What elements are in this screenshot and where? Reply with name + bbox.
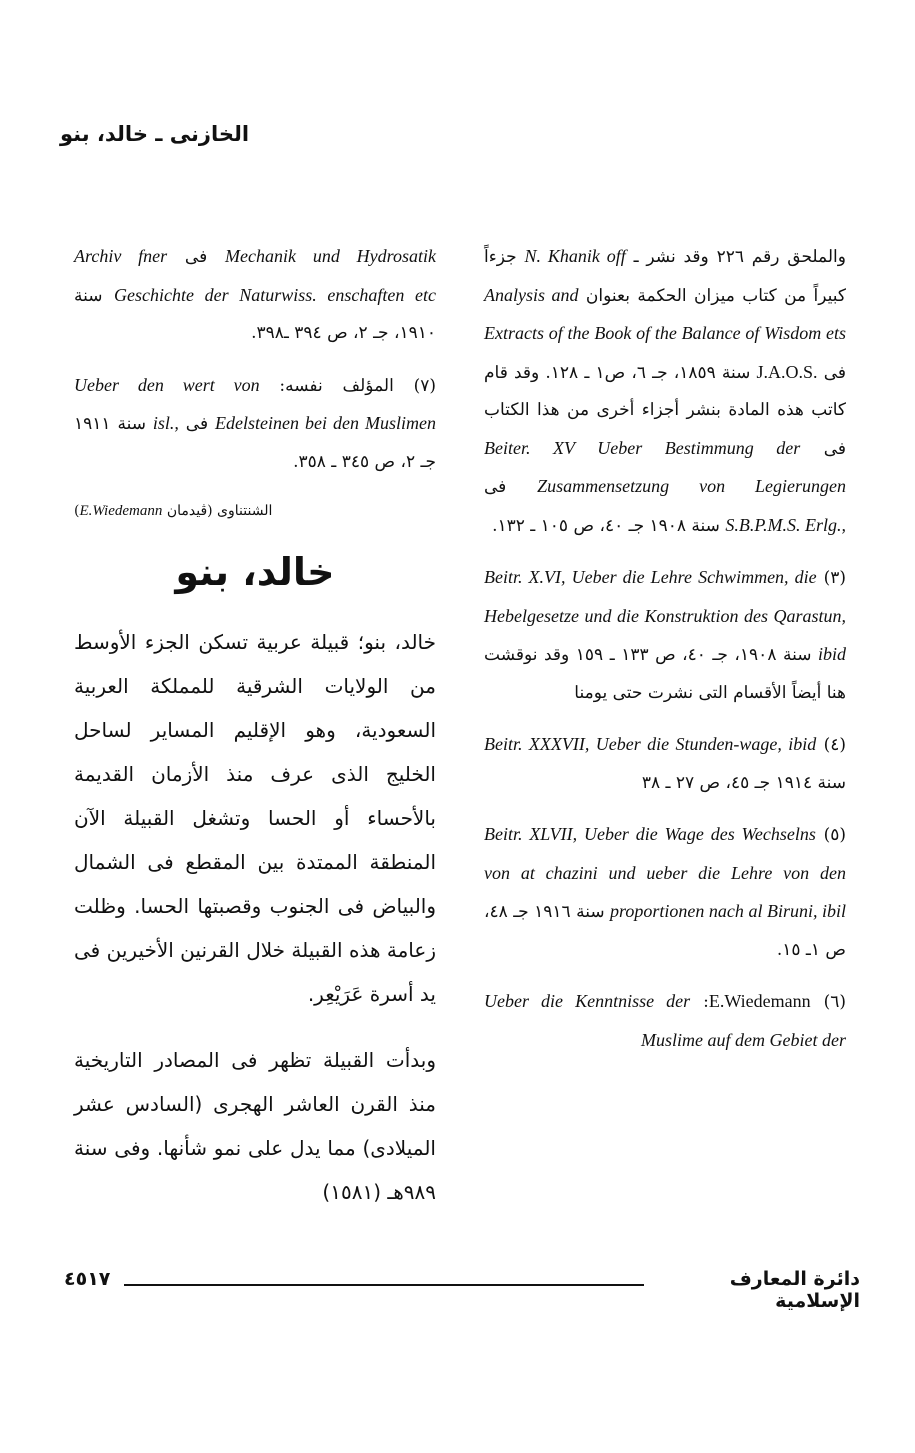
- latin-citation-text: Mechanik und Hydrosatik: [225, 246, 436, 266]
- article-title: خالد، بنو: [175, 550, 335, 594]
- arabic-text: فى: [178, 414, 216, 434]
- right-column-reference: [484, 983, 846, 1060]
- latin-citation-text: Ueber die Kenntnisse der Muslime auf dem Gebiet der: [484, 991, 846, 1050]
- arabic-text: (٤): [816, 735, 846, 755]
- left-column: [74, 238, 436, 1236]
- arabic-text: سنة ١٩١٦ جـ ٤٨، ص ١ـ ١٥.: [484, 902, 846, 960]
- latin-citation-text: Ueber den wert von Edelsteinen bei den Muslimen: [74, 374, 436, 433]
- latin-citation-text: E.Wiedemann: [708, 991, 811, 1011]
- arabic-text: فى: [484, 477, 538, 497]
- arabic-text: سنة ١٩١٠، جـ ٢، ص ٣٩٤ ـ٣٩٨.: [74, 285, 436, 343]
- arabic-text: (٥): [815, 825, 846, 845]
- left-column-reference: [74, 367, 436, 482]
- latin-citation-text: isl.,: [152, 413, 179, 433]
- arabic-text: سنة ١٨٥٩، جـ ٦، ص١ ـ ١٢٨. وقد قام كاتب هذه المادة بنشر أجزاء أخرى من هذا الكتاب فى: [484, 362, 846, 459]
- right-column: [484, 238, 846, 1074]
- author-note: [74, 503, 436, 520]
- latin-citation-text: Beiter. XV Ueber Bestimmung der Zusammensetzung von Legierungen: [484, 437, 846, 496]
- left-references: [74, 238, 436, 481]
- arabic-text: والملحق رقم ٢٢٦ وقد نشر ـ: [625, 247, 846, 267]
- right-column-reference: [484, 726, 846, 802]
- latin-citation-text: Archiv fner Geschichte der Naturwiss. enschaften etc: [74, 246, 436, 305]
- arabic-text: سنة ١٩٠٨ جـ ٤٠، ص ١٠٥ ـ ١٣٢.: [492, 515, 726, 536]
- arabic-text: فى: [167, 247, 225, 267]
- right-column-reference: [484, 238, 846, 545]
- arabic-text: (٦): [810, 992, 846, 1012]
- footer-rule: [124, 1284, 644, 1286]
- latin-citation-text: J.A.O.S.: [756, 361, 818, 382]
- arabic-text: فى: [817, 362, 846, 383]
- arabic-text: (٧) المؤلف نفسه:: [259, 375, 436, 396]
- latin-citation-text: Analysis and Extracts of the Book of the Balance of Wisdom ets: [484, 284, 846, 343]
- arabic-text: جزءاً كبيراً من كتاب ميزان الحكمة بعنوان: [484, 247, 846, 306]
- right-column-reference: [484, 816, 846, 969]
- latin-citation-text: Beitr. XXXVII, Ueber die Stunden-wage, ibid: [484, 734, 817, 754]
- latin-citation-text: S.B.P.M.S. Erlg.,: [725, 514, 846, 535]
- body-paragraph-2: وبدأت القبيلة تظهر فى المصادر التاريخية منذ القرن العاشر الهجرى (السادس عشر الميلادى) مما يدل على نمو شأنها. وفى سنة ٩٨٩هـ (١٥٨١): [74, 1048, 436, 1204]
- latin-citation-text: N. Khanik off: [524, 246, 626, 266]
- body-paragraph-1: خالد، بنو؛ قبيلة عربية تسكن الجزء الأوسط من الولايات الشرقية للمملكة العربية السعودية، وهو الإقليم المساير لساحل الخليج الذى عرف منذ الأزمان القديمة بالأحساء أو الحسا وتشغل القبيلة الآن المنطقة الممتدة بين المقطع فى الشمال والبياض فى الجنوب وقصبتها الحسا. وظلت زعامة هذه القبيلة خلال القرنين الأخيرين فى يد أسرة عَرَيْعِر.: [74, 630, 436, 1006]
- right-column-reference: [484, 559, 846, 712]
- arabic-text: سنة ١٩٠٨، جـ ٤٠، ص ١٣٣ ـ ١٥٩ وقد نوقشت هنا أيضاً الأقسام التى نشرت حتى يومنا: [484, 645, 846, 703]
- footer-publication: دائرة المعارف الإسلامية: [729, 1268, 860, 1312]
- author-note-close: ): [74, 503, 80, 519]
- page-number: ٤٥١٧: [64, 1268, 111, 1290]
- arabic-text: :: [690, 992, 709, 1012]
- latin-citation-text: Beitr. XLVII, Ueber die Wage des Wechselns von at chazini und ueber die Lehre von den proportionen nach al Biruni, ibil: [484, 824, 847, 921]
- author-note-arabic: الشنتناوى (ڤيدمان: [162, 503, 273, 519]
- arabic-text: سنة ١٩١٤ جـ ٤٥، ص ٢٧ ـ ٣٨: [641, 772, 846, 793]
- author-note-latin: E.Wiedemann: [79, 503, 163, 519]
- running-header: الخازنى ـ خالد، بنو: [60, 122, 250, 146]
- arabic-text: سنة ١٩١١ جـ ٢، ص ٣٤٥ ـ ٣٥٨.: [74, 414, 436, 472]
- arabic-text: (٣): [816, 568, 846, 588]
- latin-citation-text: Beitr. X.VI, Ueber die Lehre Schwimmen, die Hebelgesetze und die Konstruktion des Qarastun, ibid: [484, 567, 846, 664]
- left-column-reference: [74, 238, 436, 353]
